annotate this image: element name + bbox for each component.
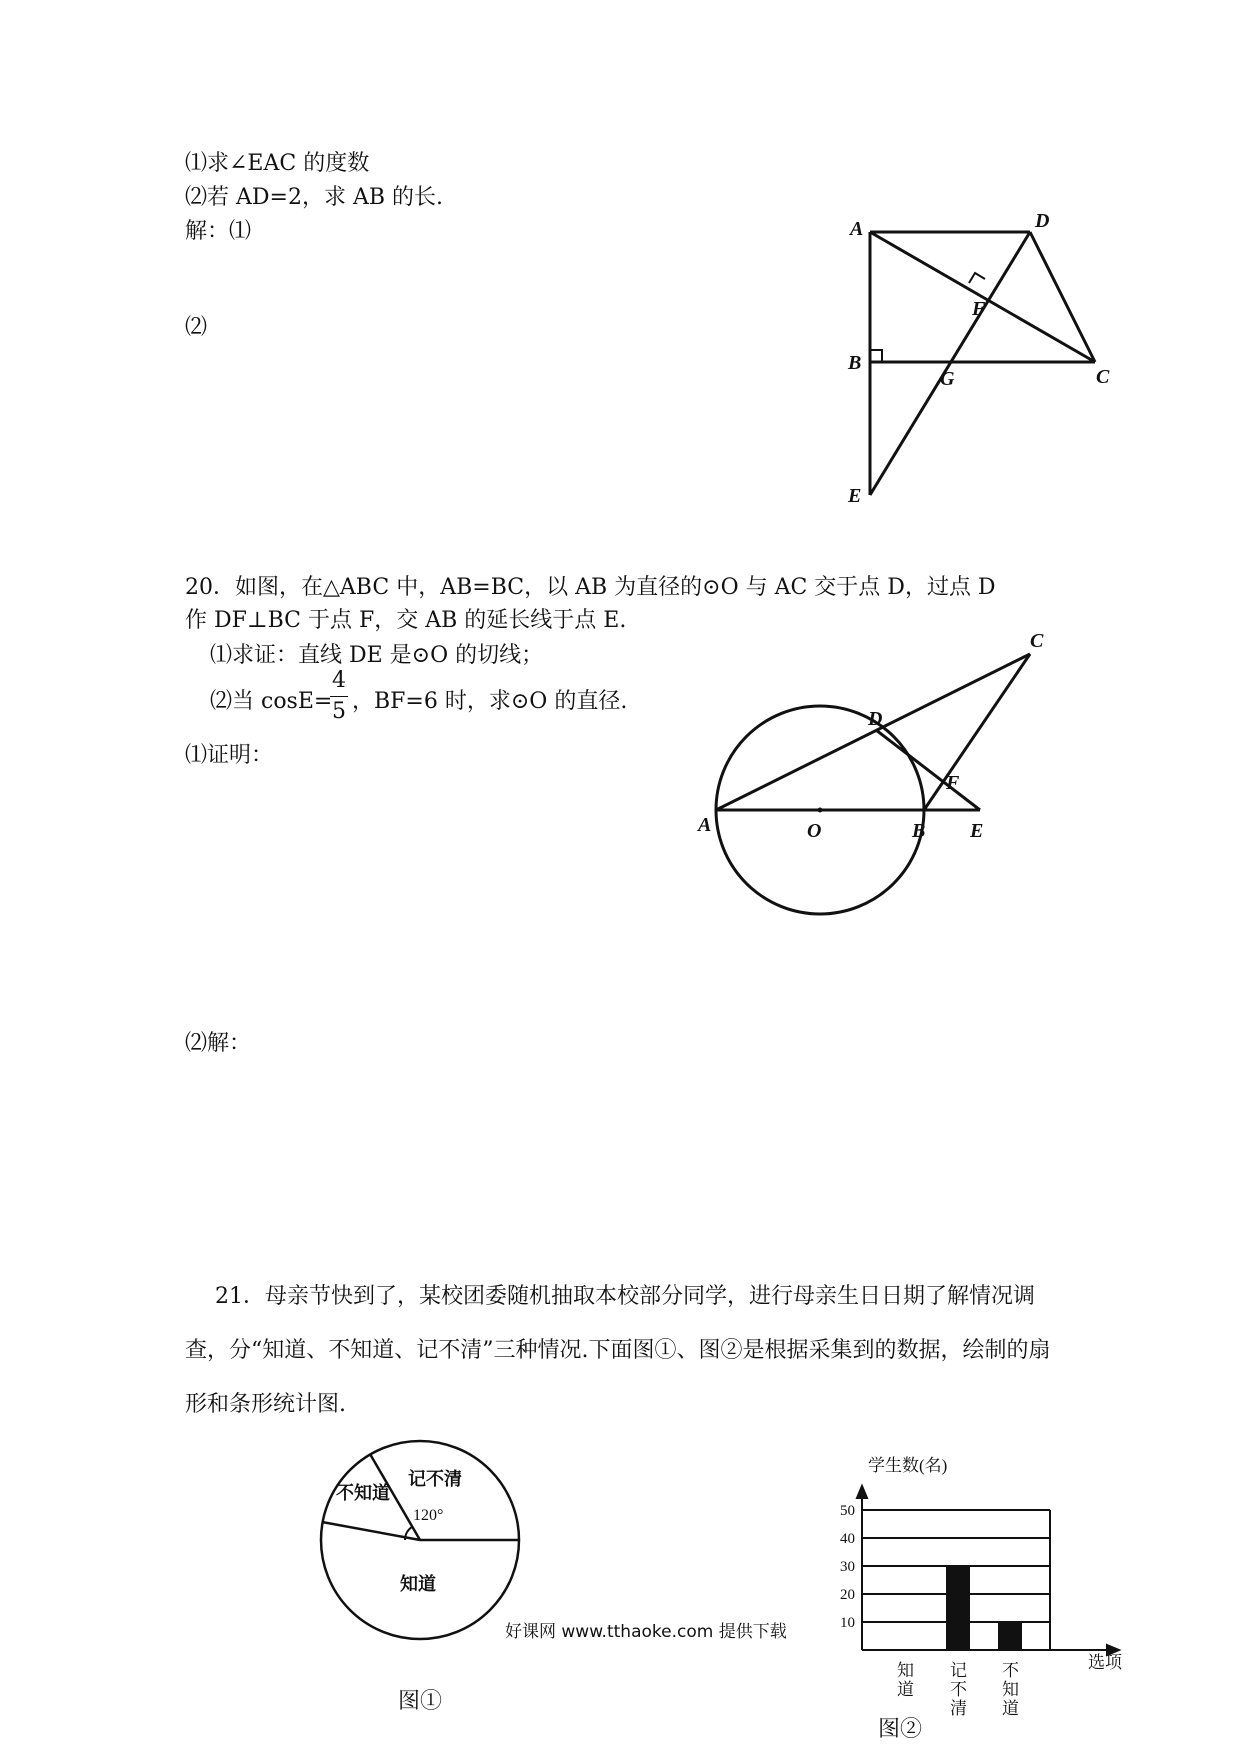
category-label: 道 <box>1002 1699 1019 1718</box>
category-label: 清 <box>950 1699 967 1718</box>
watermark: 好课网 www.tthaoke.com 提供下载 <box>505 1622 787 1642</box>
q19-part2: ⑵若 AD=2，求 AB 的长. <box>185 185 443 210</box>
label-F: F <box>972 298 986 320</box>
fraction-bar <box>330 696 348 697</box>
label-E: E <box>848 485 862 507</box>
q19-solution1: 解：⑴ <box>185 219 252 244</box>
fraction-denominator: 5 <box>332 699 346 724</box>
q19-part1: ⑴求∠EAC 的度数 <box>185 151 370 176</box>
q20-part2-prefix: ⑵当 cosE= <box>210 689 333 714</box>
label-D: D <box>868 708 883 730</box>
label-D: D <box>1035 210 1050 232</box>
bar <box>946 1566 970 1650</box>
bar <box>998 1622 1022 1650</box>
y-tick-label: 20 <box>840 1587 855 1603</box>
label-E: E <box>970 820 984 842</box>
bar-ylabel: 学生数(名) <box>868 1456 948 1475</box>
pie-angle-label: 120° <box>413 1507 444 1524</box>
pie-label-know: 知道 <box>400 1574 436 1594</box>
q20-stem-line1: 20．如图，在△ABC 中，AB=BC，以 AB 为直径的⊙O 与 AC 交于点 D，过点 D <box>185 575 996 600</box>
y-tick-label: 10 <box>840 1615 855 1631</box>
q20-proof: ⑴证明： <box>185 743 274 768</box>
y-tick-label: 30 <box>840 1559 855 1575</box>
category-label: 不 <box>950 1680 967 1699</box>
q20-part1: ⑴求证：直线 DE 是⊙O 的切线； <box>210 643 544 668</box>
y-axis-arrow <box>857 1486 867 1498</box>
category-label: 知 <box>1002 1680 1019 1699</box>
q20-fraction <box>330 668 348 725</box>
label-G: G <box>940 368 955 390</box>
category-label: 知 <box>897 1661 914 1680</box>
bar-chart <box>840 1455 1140 1735</box>
q20-circle-figure <box>690 625 1090 925</box>
q20-part2-suffix: ，BF=6 时，求⊙O 的直径. <box>352 689 628 714</box>
q19-solution2: ⑵ <box>185 315 208 340</box>
label-A: A <box>698 814 712 836</box>
pie-label-dont-know: 不知道 <box>336 1483 390 1503</box>
y-tick-label: 50 <box>840 1503 855 1519</box>
label-A: A <box>850 218 864 240</box>
y-tick-label: 40 <box>840 1531 855 1547</box>
label-C: C <box>1030 630 1044 652</box>
pie-caption: 图① <box>398 1689 443 1714</box>
pie-chart <box>310 1430 530 1650</box>
q20-stem-line2: 作 DF⊥BC 于点 F，交 AB 的延长线于点 E. <box>185 608 627 633</box>
q21-stem: 21．母亲节快到了，某校团委随机抽取本校部分同学，进行母亲生日日期了解情况调查，分“知道、不知道、记不清”三种情况.下面图①、图②是根据采集到的数据，绘制的扇形和条形统计图. <box>185 1284 1051 1417</box>
pie-label-unclear: 记不清 <box>408 1469 462 1489</box>
label-O: O <box>807 820 822 842</box>
category-label: 记 <box>950 1661 967 1680</box>
label-B: B <box>912 820 926 842</box>
q20-solution2: ⑵解： <box>185 1031 252 1056</box>
category-label: 不 <box>1002 1661 1019 1680</box>
q19-geometry-figure <box>830 205 1130 515</box>
category-label: 道 <box>897 1680 914 1699</box>
bar-caption: 图② <box>878 1717 923 1742</box>
label-F: F <box>946 772 960 794</box>
label-B: B <box>848 352 862 374</box>
bar-xlabel: 选项 <box>1088 1653 1122 1672</box>
label-C: C <box>1096 366 1110 388</box>
fraction-numerator: 4 <box>332 668 346 693</box>
